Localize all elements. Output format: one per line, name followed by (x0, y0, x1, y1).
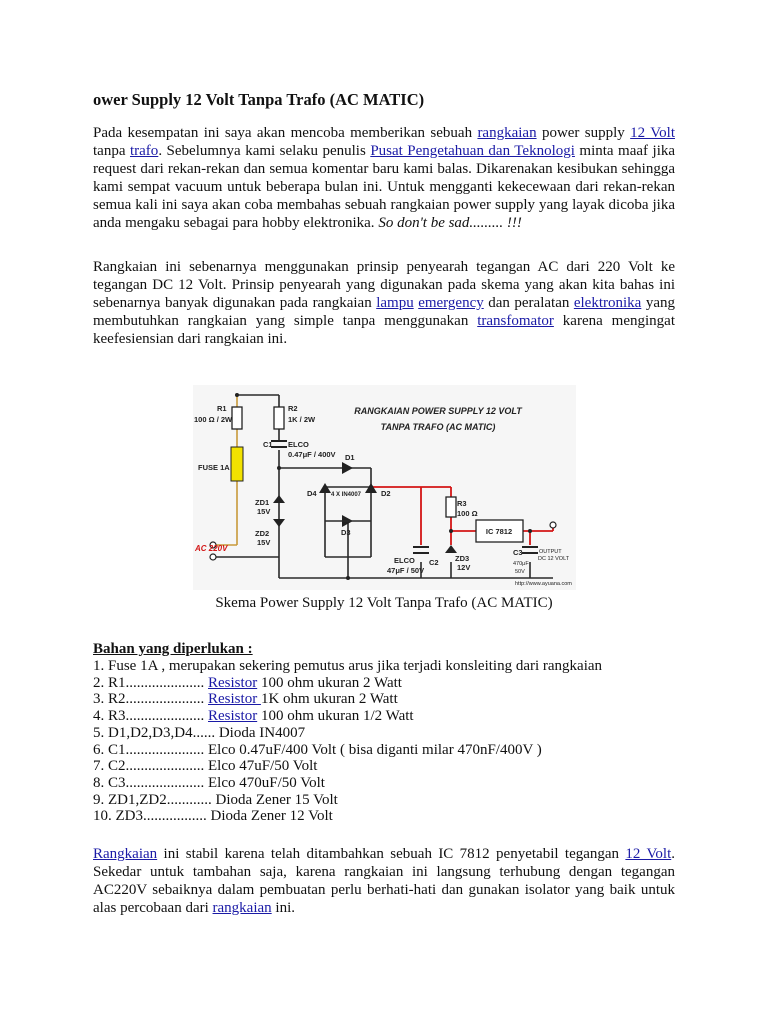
label-d4: D4 (307, 489, 317, 498)
label-r3: R3 (457, 499, 467, 508)
text: ini. (271, 900, 296, 916)
closing-paragraph (93, 845, 675, 917)
materials-item (93, 708, 675, 725)
text: yang membutuhkan rangkaian yang simple tanpa menggunakan (93, 295, 675, 329)
circuit-schematic (193, 385, 576, 590)
label-c3-value1: 470μF (513, 561, 529, 567)
materials-item-text: 2. R1..................... (93, 674, 209, 691)
link-pusat-pengetahuan[interactable]: Pusat Pengetahuan dan Teknologi (370, 143, 575, 159)
materials-item (93, 758, 675, 775)
label-c3: C3 (513, 548, 523, 557)
materials-item (93, 775, 675, 792)
text: karena mengingat keefesiensian dari rangkaian ini. (93, 313, 675, 347)
link-resistor[interactable]: Resistor (208, 708, 258, 725)
text: . Sebelumnya kami selaku penulis (158, 143, 371, 159)
label-c1-elco: ELCO (288, 440, 309, 449)
link-resistor[interactable]: Resistor (208, 674, 258, 691)
materials-item-text: 100 ohm ukuran 2 Watt (257, 674, 402, 691)
materials-item-text: 8. C3..................... Elco 470uF/50 Volt (93, 774, 325, 791)
link-emergency[interactable]: emergency (418, 295, 484, 311)
label-output-dc: DC 12 VOLT (538, 556, 570, 562)
link-rangkaian-closing[interactable]: Rangkaian (93, 846, 158, 862)
label-r2-value: 1K / 2W (288, 415, 316, 424)
label-d3: D3 (341, 528, 351, 537)
label-zd1-value: 15V (257, 507, 271, 516)
label-ac-220v: AC 220V (195, 544, 228, 553)
link-rangkaian-end[interactable]: rangkaian (212, 900, 272, 916)
link-trafo[interactable]: trafo (129, 143, 159, 159)
text: ini stabil karena telah ditambahkan sebuah IC 7812 penyetabil tegangan (157, 846, 626, 862)
text: tanpa (93, 143, 130, 159)
materials-item (93, 725, 675, 742)
schematic-heading-line1: RANGKAIAN POWER SUPPLY 12 VOLT (354, 406, 522, 416)
materials-item-text: 5. D1,D2,D3,D4...... Dioda IN4007 (93, 724, 306, 741)
label-r1-value: 100 Ω / 2W (194, 415, 233, 424)
label-zd2: ZD2 (255, 529, 270, 538)
materials-item-text: 7. C2..................... Elco 47uF/50 Volt (93, 758, 318, 775)
text: dan peralatan (483, 295, 574, 311)
link-resistor[interactable]: Resistor (208, 691, 261, 708)
link-rangkaian[interactable]: rangkaian (477, 125, 537, 141)
text: minta maaf jika request dari rekan-rekan dan semua komentar baru kami balas. Dikarenakan kesibukan sehingga kami sempat vacuum untuk beberapa bulan ini. Untuk mengganti kekecewaan dari rekan-rekan semua kali ini saya akan coba membahas sebuah rangkaian power supply yang layak dicoba jika anda mengaku sebagai para hobby elektronika. (93, 143, 676, 231)
label-ic: IC 7812 (485, 527, 513, 536)
label-fuse: FUSE 1A (198, 463, 230, 472)
label-zd2-value: 15V (257, 538, 271, 547)
materials-heading: Bahan yang diperlukan : (93, 641, 253, 657)
materials-section (93, 640, 675, 825)
label-r3-value: 100 Ω (457, 509, 478, 518)
materials-item-text: 1. Fuse 1A , merupakan sekering pemutus arus jika terjadi konsleiting dari rangkaian (93, 658, 603, 674)
materials-item (93, 742, 675, 759)
link-transfomator[interactable]: transfomator (477, 313, 554, 329)
text: . Sekedar untuk tambahan saja, karena rangkaian ini langsung terhubung dengan tegangan AC220V sebaiknya dalam pembuatan perlu berhati-hati dan gunakan isolator yang baik untuk alas percobaan dari (93, 846, 675, 916)
label-c1-value: 0.47μF / 400V (288, 450, 336, 459)
materials-item-text: 100 ohm ukuran 1/2 Watt (257, 708, 414, 725)
label-r2: R2 (288, 404, 298, 413)
intro-paragraph (93, 124, 675, 232)
text: Rangkaian ini sebenarnya menggunakan prinsip penyearah tegangan AC dari 220 Volt ke tegangan DC 12 Volt. Prinsip penyearah yang digunakan pada skema yang akan kita bahas ini sebenarnya banyak digunakan pada rangkaian (93, 259, 675, 311)
label-c3-value2: 50V (515, 569, 525, 575)
label-output: OUTPUT (539, 549, 562, 555)
label-zd3: ZD3 (455, 554, 470, 563)
materials-item (93, 691, 675, 708)
link-12-volt-closing[interactable]: 12 Volt (625, 846, 672, 862)
text: power supply (536, 125, 631, 141)
link-elektronika[interactable]: elektronika (573, 295, 642, 311)
materials-item (93, 658, 675, 675)
page-title: ower Supply 12 Volt Tanpa Trafo (AC MATIC) (93, 90, 425, 109)
materials-item-text: 10. ZD3................. Dioda Zener 12 Volt (93, 808, 333, 825)
label-c1: C1 (263, 440, 273, 449)
label-r1: R1 (217, 404, 227, 413)
materials-item (93, 808, 675, 825)
materials-item-text: 4. R3..................... (93, 708, 209, 725)
principle-paragraph (93, 258, 675, 348)
link-lampu[interactable]: lampu (376, 295, 414, 311)
label-d1: D1 (345, 453, 355, 462)
label-c2-elco: ELCO (394, 556, 415, 565)
label-url: http://www.ayuana.com (515, 581, 572, 587)
label-d2: D2 (381, 489, 391, 498)
label-diode-note: 4 X IN4007 (331, 492, 362, 498)
label-zd3-value: 12V (457, 563, 471, 572)
materials-item-text: 3. R2..................... (93, 691, 209, 708)
text: Pada kesempatan ini saya akan mencoba memberikan sebuah (93, 125, 478, 141)
materials-item-text: 1K ohm ukuran 2 Watt (260, 691, 398, 708)
materials-item (93, 675, 675, 692)
label-c2-value: 47μF / 50V (387, 566, 425, 575)
figure-caption: Skema Power Supply 12 Volt Tanpa Trafo (AC MATIC) (215, 595, 553, 611)
italic-text: So don't be sad......... !!! (378, 215, 522, 231)
materials-item (93, 792, 675, 809)
label-c2: C2 (429, 558, 439, 567)
link-12-volt[interactable]: 12 Volt (630, 125, 675, 141)
materials-item-text: 6. C1..................... Elco 0.47uF/400 Volt ( bisa diganti milar 470nF/400V ) (93, 741, 542, 758)
label-zd1: ZD1 (255, 498, 270, 507)
materials-item-text: 9. ZD1,ZD2............ Dioda Zener 15 Volt (93, 791, 338, 808)
schematic-heading-line2: TANPA TRAFO (AC MATIC) (380, 422, 496, 432)
materials-list (93, 658, 675, 825)
